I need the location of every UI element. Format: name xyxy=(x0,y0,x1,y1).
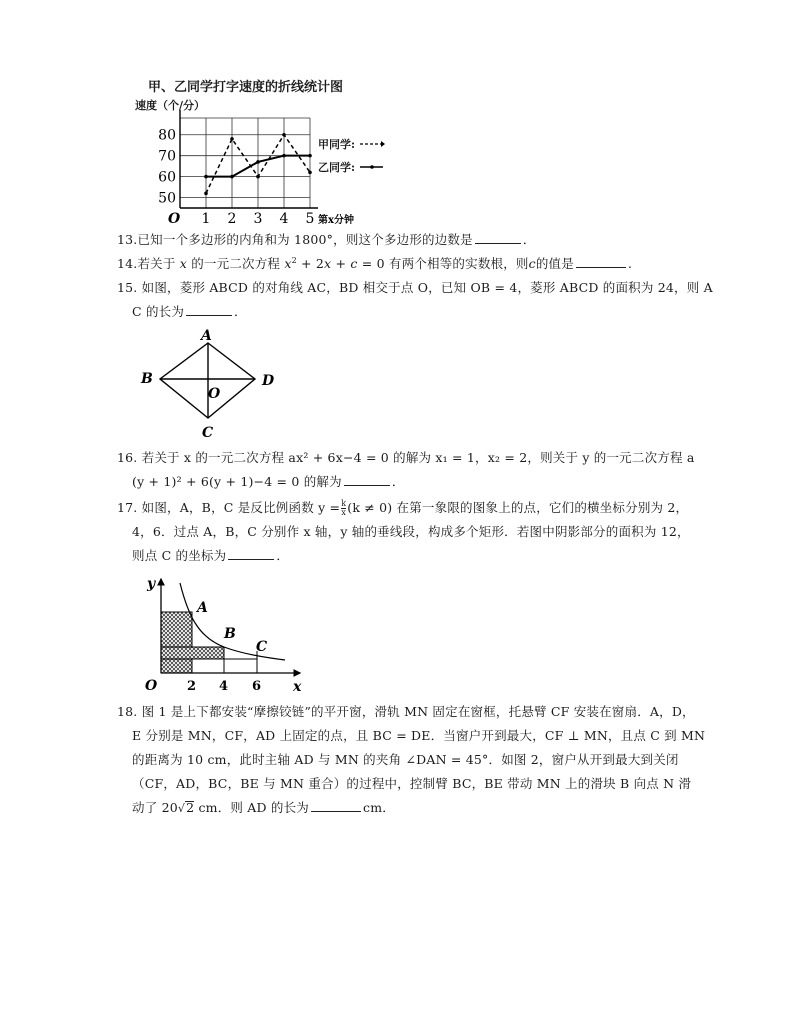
question-14 xyxy=(117,252,717,276)
chart-point-yi xyxy=(230,175,234,179)
rhombus-label-d: D xyxy=(262,373,275,389)
rhombus-label-b: B xyxy=(141,371,153,387)
q13-end: ． xyxy=(522,232,536,247)
chart-point-yi xyxy=(308,154,312,158)
legend-label-yi: 乙同学: xyxy=(318,161,356,174)
q17-line-1-b: (k ≠ 0) 在第一象限的图象上的点，它们的横坐标分别为 2， xyxy=(347,500,689,515)
chart-point-jia xyxy=(230,137,234,141)
q14-eq-plus-2: + 2 xyxy=(301,256,325,271)
graph17-tick-2: 2 xyxy=(187,679,197,694)
q17-frac-bottom: x xyxy=(341,508,347,517)
graph17-label-c: C xyxy=(256,639,268,655)
graph17-label-b: B xyxy=(224,626,236,642)
q14-eq-plus: + xyxy=(335,256,347,271)
q16-answer-blank[interactable] xyxy=(344,473,390,486)
q17-answer-blank[interactable] xyxy=(228,547,274,560)
q18-line-4: （CF，AD，BC，BE 与 MN 重合）的过程中，控制臂 BC，BE 带动 MN 上的滑块 B 向点 N 滑 xyxy=(132,776,692,791)
q16-end: ． xyxy=(391,474,405,489)
chart-y-tick-label: 70 xyxy=(158,148,176,165)
q18-line-5-c: cm． xyxy=(363,800,395,815)
chart-y-tick-label: 80 xyxy=(158,127,176,144)
q13-answer-blank[interactable] xyxy=(475,231,521,244)
rhombus-figure xyxy=(135,328,285,448)
q18-line-5-b: cm．则 AD 的长为 xyxy=(194,800,309,815)
shaded-rect-a xyxy=(161,612,192,647)
graph17-tick-6: 6 xyxy=(252,679,262,694)
q18-answer-blank[interactable] xyxy=(311,799,361,812)
q16-line-2 xyxy=(117,470,717,494)
question-16 xyxy=(117,446,717,494)
q15-answer-blank[interactable] xyxy=(186,303,232,316)
chart-y-tick-label: 60 xyxy=(158,169,176,186)
question-15 xyxy=(117,276,717,324)
shaded-rect-b xyxy=(161,647,224,659)
q14-end: . xyxy=(627,256,633,271)
shaded-rect-c xyxy=(161,659,192,673)
q16-line-2-text: (y + 1)² + 6(y + 1)−4 = 0 的解为 xyxy=(132,474,342,489)
line-chart-title: 甲、乙同学打字速度的折线统计图 xyxy=(148,80,344,95)
chart-x-axis-label: 第x分钟 xyxy=(318,215,354,226)
chart-point-jia xyxy=(204,192,208,196)
q17-line-2: 4，6．过点 A，B，C 分别作 x 轴，y 轴的垂线段，构成多个矩形．若图中阴影部分的面积为 12， xyxy=(132,524,690,539)
q18-line-2: E 分别是 MN，CF，AD 上固定的点，且 BC = DE．当窗户开到最大，CF ⊥ MN，且点 C 到 MN xyxy=(132,728,706,743)
q14-text-1: 若关于 xyxy=(137,256,176,271)
q13-number: 13. xyxy=(117,232,138,247)
q17-end: ． xyxy=(276,548,290,563)
chart-x-tick-label: 1 xyxy=(201,211,211,227)
hyperbola-graph xyxy=(140,575,320,695)
chart-x-tick-label: 5 xyxy=(305,211,315,227)
chart-point-jia xyxy=(282,133,286,137)
q14-var-c: c xyxy=(528,256,536,271)
chart-x-tick-label: 2 xyxy=(227,211,237,227)
chart-point-jia xyxy=(308,171,312,175)
q14-text-3: 的值是 xyxy=(535,256,574,271)
rhombus-label-c: C xyxy=(202,425,214,441)
q14-eq-c: c xyxy=(350,256,358,271)
chart-legend-yi xyxy=(318,159,385,175)
graph17-label-a: A xyxy=(197,600,208,616)
graph17-tick-4: 4 xyxy=(219,679,229,694)
chart-point-yi xyxy=(204,175,208,179)
q17-line-3 xyxy=(117,544,717,568)
graph17-label-o: O xyxy=(145,678,158,694)
q15-line-1: 15. 如图，菱形 ABCD 的对角线 AC，BD 相交于点 O，已知 OB = 4，菱形 ABCD 的面积为 24，则 A xyxy=(117,280,713,295)
graph17-label-y: y xyxy=(147,576,156,592)
question-18 xyxy=(117,700,717,821)
question-17 xyxy=(117,496,717,568)
q14-answer-blank[interactable] xyxy=(576,255,626,268)
question-13 xyxy=(117,228,717,252)
q17-line-3-text: 则点 C 的坐标为 xyxy=(132,548,227,563)
chart-point-yi xyxy=(282,154,286,158)
q15-line-2 xyxy=(117,300,717,324)
chart-origin-label: O xyxy=(168,211,181,227)
q14-var-x: x xyxy=(179,256,188,271)
q14-number: 14. xyxy=(117,256,138,271)
rhombus-label-a: A xyxy=(201,328,212,344)
q18-line-3: 的距离为 10 cm，此时主轴 AD 与 MN 的夹角 ∠DAN = 45°．如图 2，窗户从开到最大到关闭 xyxy=(132,752,679,767)
q15-end: ． xyxy=(234,304,247,319)
q18-line-5: 动了 20√2 cm．则 AD 的长为 cm． xyxy=(132,800,395,815)
q18-line-1: 18. 图 1 是上下都安装“摩擦铰链”的平开窗，滑轨 MN 固定在窗框，托悬臂 CF 安装在窗扇．A，D， xyxy=(117,704,695,719)
chart-legend-jia xyxy=(318,136,385,152)
q15-line-2-text: C 的长为 xyxy=(132,304,185,319)
q17-frac-top: k xyxy=(341,499,347,508)
rhombus-label-o: O xyxy=(208,386,221,402)
legend-label-jia: 甲同学: xyxy=(318,138,356,151)
q13-text: 已知一个多边形的内角和为 1800°，则这个多边形的边数是 xyxy=(137,232,473,247)
chart-x-tick-label: 4 xyxy=(279,211,289,227)
q18-sqrt-value: 2 xyxy=(186,800,195,815)
q14-eq-x: x xyxy=(284,256,292,271)
legend-dashed-line-icon xyxy=(359,140,385,148)
q14-eq-end: = 0 有两个相等的实数根，则 xyxy=(361,256,529,271)
chart-point-yi xyxy=(256,160,260,164)
chart-y-axis-label: 速度（个/分） xyxy=(135,99,206,112)
q14-eq-x-2: x xyxy=(324,256,332,271)
chart-y-tick-label: 50 xyxy=(158,190,176,207)
q14-text-2: 的一元二次方程 xyxy=(191,256,281,271)
graph17-label-x: x xyxy=(293,679,302,695)
chart-x-tick-label: 3 xyxy=(253,211,263,227)
q18-line-5-a: 动了 20 xyxy=(132,800,178,815)
q17-line-1-a: 17. 如图，A，B，C 是反比例函数 y = xyxy=(117,500,341,515)
q17-line-1 xyxy=(117,496,717,520)
chart-point-jia xyxy=(256,175,260,179)
legend-solid-line-icon xyxy=(359,163,385,171)
q16-line-1: 16. 若关于 x 的一元二次方程 ax² + 6x−4 = 0 的解为 x₁ = 1，x₂ = 2，则关于 y 的一元二次方程 a xyxy=(117,450,695,465)
q17-fraction xyxy=(341,500,346,517)
q14-eq-square: 2 xyxy=(291,255,297,265)
